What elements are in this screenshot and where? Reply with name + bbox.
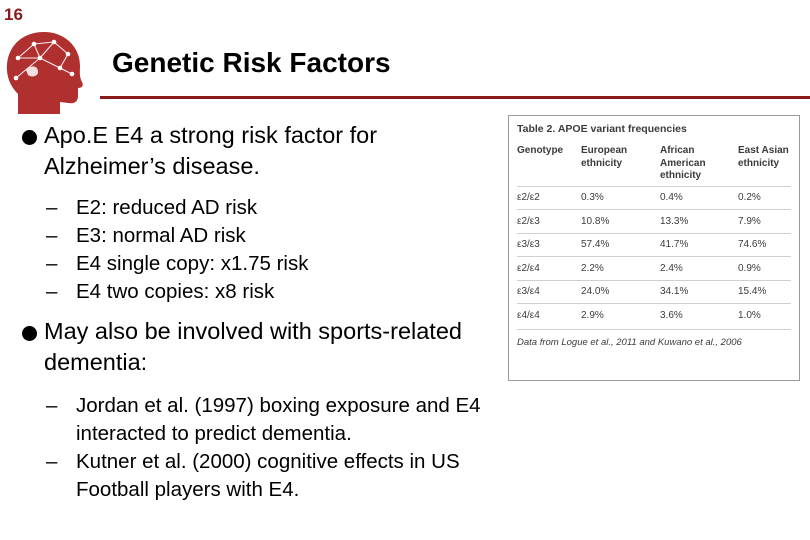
- table-cell: ε3/ε3: [517, 233, 581, 257]
- slide-number: 16: [4, 5, 23, 24]
- table-cell: 1.0%: [738, 304, 791, 328]
- bullet-dot-icon: [22, 326, 37, 341]
- table-cell: 0.9%: [738, 257, 791, 281]
- sub-bullet: [22, 448, 492, 504]
- dash-icon: –: [46, 196, 58, 219]
- table-cell: 24.0%: [581, 280, 660, 304]
- table-row: [517, 280, 791, 304]
- table-cell: ε3/ε4: [517, 280, 581, 304]
- table-cell: ε2/ε2: [517, 186, 581, 210]
- table-cell: 0.3%: [581, 186, 660, 210]
- sub-bullet-text: E3: normal AD risk: [76, 224, 246, 247]
- table-caption: Table 2. APOE variant frequencies: [517, 123, 687, 135]
- sub-bullet-text: E4 two copies: x8 risk: [76, 280, 275, 303]
- table-cell: ε2/ε4: [517, 257, 581, 281]
- table-cell: 13.3%: [660, 210, 738, 234]
- table-row: [517, 210, 791, 234]
- sub-bullet-text: E4 single copy: x1.75 risk: [76, 252, 309, 275]
- table-header-row: [517, 145, 791, 186]
- table-cell: 0.2%: [738, 186, 791, 210]
- bullet-sports: [22, 316, 492, 378]
- table-cell: 7.9%: [738, 210, 791, 234]
- sub-bullet: [22, 278, 492, 306]
- table-cell: ε2/ε3: [517, 210, 581, 234]
- table-cell: 3.6%: [660, 304, 738, 328]
- table-cell: 41.7%: [660, 233, 738, 257]
- sub-bullet: [22, 392, 492, 448]
- table-row: [517, 304, 791, 328]
- apoe-table-figure: [508, 115, 800, 381]
- head-network-icon: [4, 28, 88, 116]
- table-cell: 15.4%: [738, 280, 791, 304]
- table-cell: ε4/ε4: [517, 304, 581, 328]
- bullet-apoe: [22, 120, 492, 182]
- bullet-list: [22, 120, 492, 504]
- bullet-text: Apo.E E4 a strong risk factor for Alzheimer’s disease.: [44, 122, 378, 179]
- dash-icon: –: [46, 224, 58, 247]
- dash-icon: –: [46, 280, 58, 303]
- table-cell: 2.2%: [581, 257, 660, 281]
- column-header: European ethnicity: [581, 145, 628, 169]
- apoe-frequency-table: [517, 145, 791, 327]
- slide-title: Genetic Risk Factors: [112, 47, 391, 78]
- sub-bullet-list: [22, 392, 492, 504]
- table-source-note: Data from Logue et al., 2011 and Kuwano et al., 2006: [517, 329, 791, 348]
- sub-bullet-list: [22, 194, 492, 306]
- table-cell: 34.1%: [660, 280, 738, 304]
- sub-bullet: [22, 194, 492, 222]
- dash-icon: –: [46, 252, 58, 275]
- table-row: [517, 233, 791, 257]
- sub-bullet-text: Kutner et al. (2000) cognitive effects in US Football players with E4.: [76, 450, 460, 501]
- sub-bullet-text: Jordan et al. (1997) boxing exposure and E4 interacted to predict dementia.: [76, 394, 481, 445]
- column-header: Genotype: [517, 145, 564, 156]
- table-cell: 57.4%: [581, 233, 660, 257]
- table-cell: 2.4%: [660, 257, 738, 281]
- sub-bullet: [22, 222, 492, 250]
- title-divider: [100, 96, 810, 99]
- bullet-text: May also be involved with sports-related dementia:: [44, 318, 462, 375]
- table-row: [517, 186, 791, 210]
- table-cell: 0.4%: [660, 186, 738, 210]
- column-header: East Asian ethnicity: [738, 145, 789, 169]
- table-cell: 74.6%: [738, 233, 791, 257]
- table-cell: 10.8%: [581, 210, 660, 234]
- bullet-dot-icon: [22, 130, 37, 145]
- sub-bullet-text: E2: reduced AD risk: [76, 196, 258, 219]
- table-row: [517, 257, 791, 281]
- dash-icon: –: [46, 450, 58, 473]
- dash-icon: –: [46, 394, 58, 417]
- sub-bullet: [22, 250, 492, 278]
- column-header: African American ethnicity: [660, 145, 706, 181]
- table-cell: 2.9%: [581, 304, 660, 328]
